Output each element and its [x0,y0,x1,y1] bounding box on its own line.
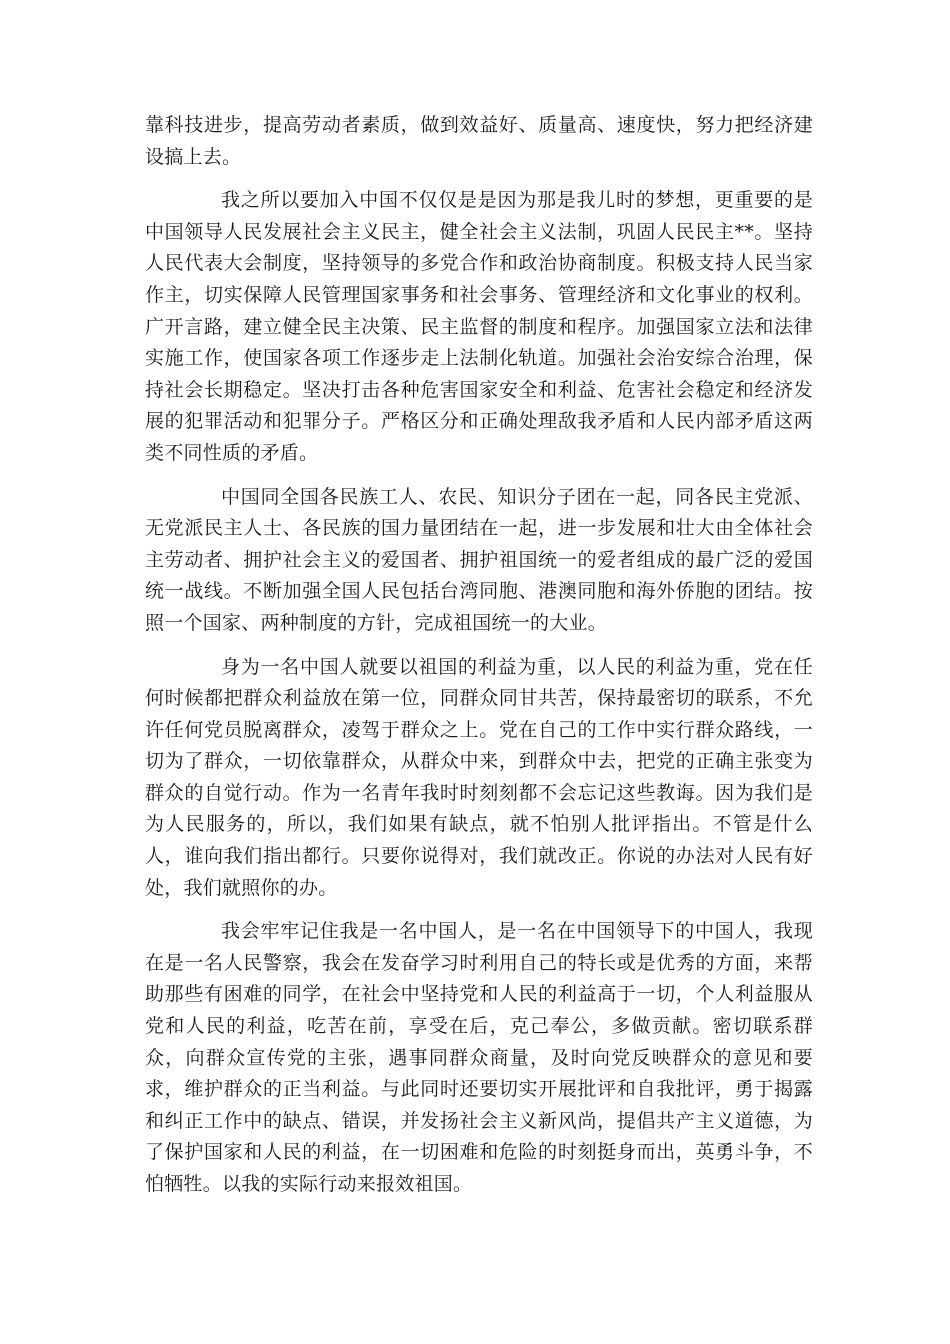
paragraph-1: 靠科技进步，提高劳动者素质，做到效益好、质量高、速度快，努力把经济建设搞上去。 [145,114,813,168]
paragraph-4: 身为一名中国人就要以祖国的利益为重，以人民的利益为重，党在任何时候都把群众利益放在第一位，同群众同甘共苦，保持最密切的联系，不允许任何党员脱离群众，凌驾于群众之上。党在自己的工作中实行群众路线，一切为了群众，一切依靠群众，从群众中来，到群众中去，把党的正确主张变为群众的自觉行动。作为一名青年我时时刻刻都不会忘记这些教诲。因为我们是为人民服务的，所以，我们如果有缺点，就不怕别人批评指出。不管是什么人，谁向我们指出都行。只要你说得对，我们就改正。你说的办法对人民有好处，我们就照你的办。 [145,655,813,899]
paragraph-5: 我会牢牢记住我是一名中国人，是一名在中国领导下的中国人，我现在是一名人民警察，我会在发奋学习时利用自己的特长或是优秀的方面，来帮助那些有困难的同学，在社会中坚持党和人民的利益高于一切，个人利益服从党和人民的利益，吃苦在前，享受在后，克己奉公，多做贡献。密切联系群众，向群众宣传党的主张，遇事同群众商量，及时向党反映群众的意见和要求，维护群众的正当利益。与此同时还要切实开展批评和自我批评，勇于揭露和纠正工作中的缺点、错误，并发扬社会主义新风尚，提倡共产主义道德，为了保护国家和人民的利益，在一切困难和危险的时刻挺身而出，英勇斗争，不怕牺牲。以我的实际行动来报效祖国。 [145,920,813,1195]
paragraph-2: 我之所以要加入中国不仅仅是是因为那是我儿时的梦想，更重要的是中国领导人民发展社会主义民主，健全社会主义法制，巩固人民民主**。坚持人民代表大会制度，坚持领导的多党合作和政治协商制度。积极支持人民当家作主，切实保障人民管理国家事务和社会事务、管理经济和文化事业的权利。广开言路，建立健全民主决策、民主监督的制度和程序。加强国家立法和法律实施工作，使国家各项工作逐步走上法制化轨道。加强社会治安综合治理，保持社会长期稳定。坚决打击各种危害国家安全和利益、危害社会稳定和经济发展的犯罪活动和犯罪分子。严格区分和正确处理敌我矛盾和人民内部矛盾这两类不同性质的矛盾。 [145,189,813,464]
paragraph-3: 中国同全国各民族工人、农民、知识分子团在一起，同各民主党派、无党派民主人士、各民族的国力量团结在一起，进一步发展和壮大由全体社会主劳动者、拥护社会主义的爱国者、拥护祖国统一的爱者组成的最广泛的爱国统一战线。不断加强全国人民包括台湾同胞、港澳同胞和海外侨胞的团结。按照一个国家、两种制度的方针，完成祖国统一的大业。 [145,485,813,634]
document-body [145,110,813,1213]
